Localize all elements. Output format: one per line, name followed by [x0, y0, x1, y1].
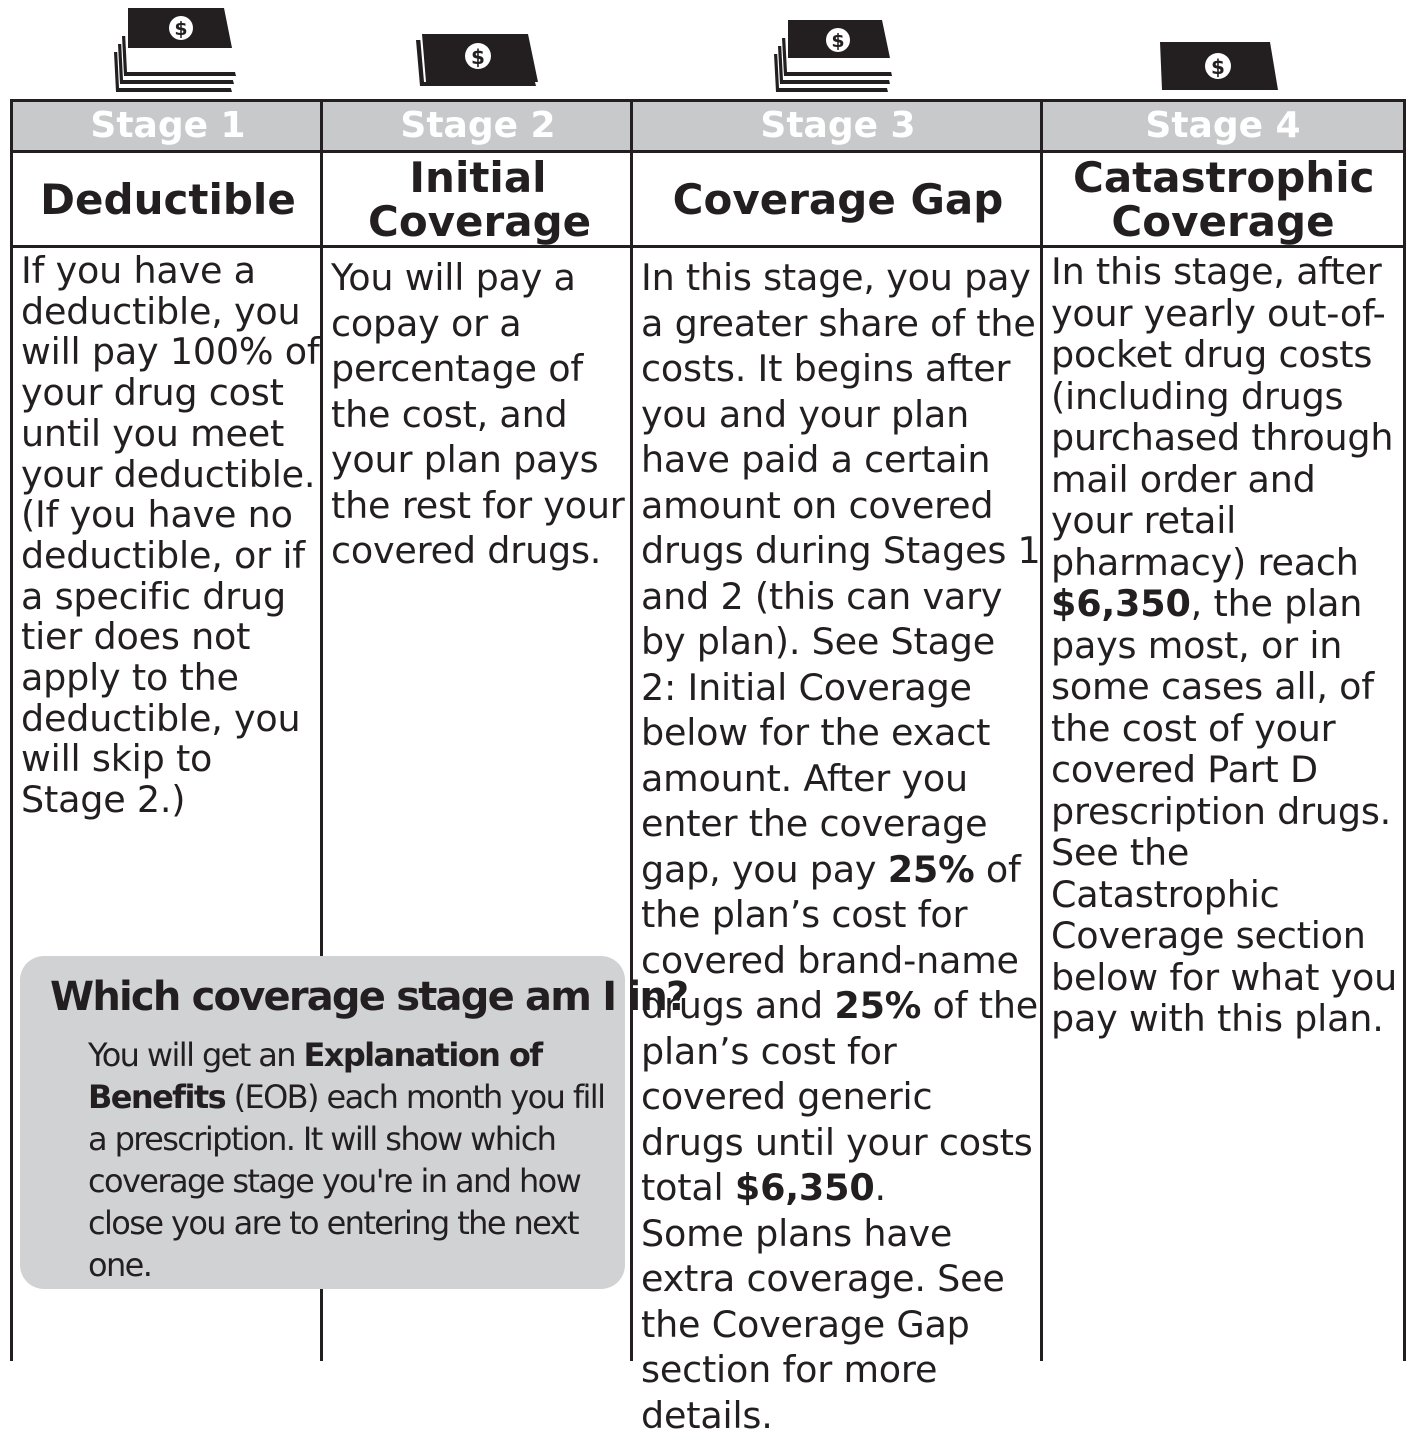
svg-text:$: $: [831, 30, 845, 52]
stage-description: In this stage, after your yearly out-of-pocket drug costs (including drugs purchased through mail order and your retail pharmacy) reach $6,350, the plan pays most, or in some cases all, of the cost of your covered Part D prescription drugs. See the Catastrophic Coverage section below for what you pay with this plan.: [1051, 250, 1398, 1040]
stage-label: Stage 2: [323, 99, 633, 153]
money-stack-icon: [108, 4, 238, 96]
stage-title: Deductible: [40, 175, 296, 224]
coverage-stage-callout: [20, 956, 688, 1289]
stage-column-3: [630, 99, 1043, 1437]
stage-title: Catastrophic Coverage: [1073, 153, 1375, 246]
stage-label: Stage 3: [633, 99, 1043, 153]
stage-column-4: [1040, 99, 1406, 1361]
divider: [323, 245, 633, 248]
divider: [1043, 245, 1403, 248]
stage-title: Initial Coverage: [368, 153, 592, 246]
divider: [13, 245, 323, 248]
svg-text:$: $: [1211, 55, 1225, 79]
money-bill-icon: [1152, 40, 1282, 94]
divider: [633, 245, 1043, 248]
callout-text: You will get an Explanation of Benefits (EOB) each month you fill a prescription. It will show which coverage stage you're in and how close you are to entering the next one.: [88, 1036, 605, 1284]
stage-title: Coverage Gap: [672, 175, 1004, 224]
stage-description: If you have a deductible, you will pay 100% of your drug cost until you meet your deductible. (If you have no deductible, or if a specific drug tier does not apply to the deductible, you will skip to Stage 2.): [21, 249, 320, 822]
svg-text:$: $: [174, 18, 188, 40]
money-stack-icon: [770, 18, 900, 96]
stage-label: Stage 4: [1043, 99, 1403, 153]
stage-label: Stage 1: [13, 99, 323, 153]
svg-text:$: $: [471, 45, 485, 69]
callout-title: Which coverage stage am I in?: [50, 974, 688, 1020]
stage-description: You will pay a copay or a percentage of the cost, and your plan pays the rest for your covered drugs.: [331, 256, 625, 572]
money-bill-icon: [412, 30, 542, 94]
stage-description: In this stage, you pay a greater share of the costs. It begins after you and your plan have paid a certain amount on covered drugs during Stages 1 and 2 (this can vary by plan). See Stage 2: Initial Coverage below for the exact amount. After you enter the coverage gap, you pay 25% of the plan’s cost for covered brand-name drugs and 25% of the plan’s cost for covered generic drugs until your costs total $6,350. Some plans have extra coverage. See the Coverage Gap section for more details.: [641, 256, 1041, 1437]
